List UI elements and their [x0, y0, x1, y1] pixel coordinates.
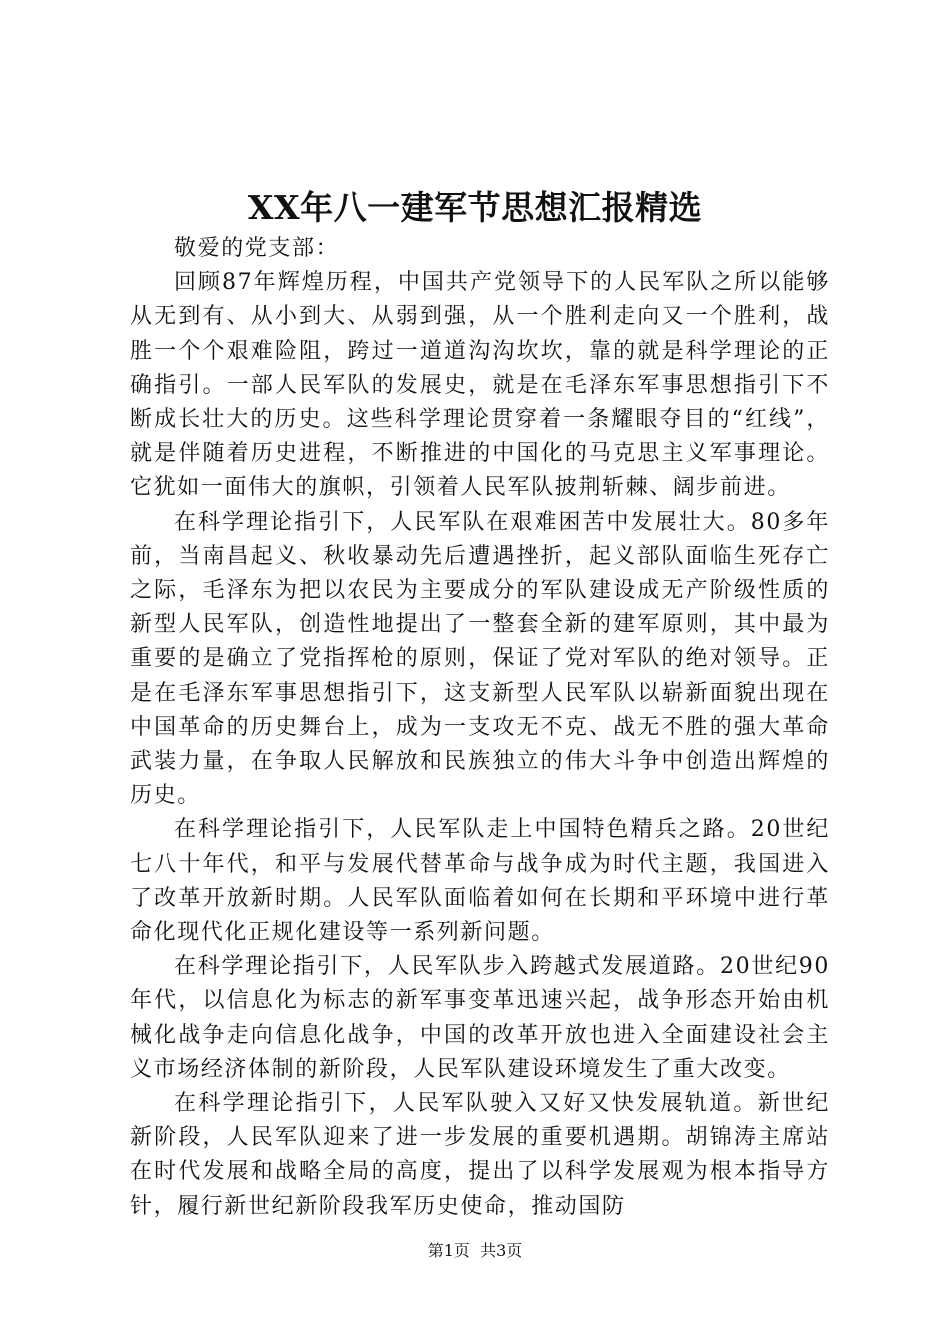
paragraph-1: 回顾87年辉煌历程，中国共产党领导下的人民军队之所以能够从无到有、从小到大、从弱到强，从一个胜利走向又一个胜利，战胜一个个艰难险阻，跨过一道道沟沟坎坎，靠的就是科学理论的正确指引。一部人民军队的发展史，就是在毛泽东军事思想指引下不断成长壮大的历史。这些科学理论贯穿着一条耀眼夺目的“红线”，就是伴随着历史进程，不断推进的中国化的马克思主义军事理论。它犹如一面伟大的旗帜，引领着人民军队披荆斩棘、阔步前进。 [130, 270, 830, 501]
page-number-footer: 第1页 共3页 [427, 1241, 523, 1260]
paragraph-3: 在科学理论指引下，人民军队走上中国特色精兵之路。20世纪七八十年代，和平与发展代替革命与战争成为时代主题，我国进入了改革开放新时期。人民军队面临着如何在长期和平环境中进行革命化现代化正规化建设等一系列新问题。 [130, 817, 830, 946]
paragraph-5: 在科学理论指引下，人民军队驶入又好又快发展轨道。新世纪新阶段，人民军队迎来了进一步发展的重要机遇期。胡锦涛主席站在时代发展和战略全局的高度，提出了以科学发展观为根本指导方针，履行新世纪新阶段我军历史使命，推动国防 [130, 1091, 830, 1219]
salutation: 敬爱的党支部： [174, 236, 340, 261]
document-title: XX年八一建军节思想汇报精选 [247, 188, 703, 227]
document-body [130, 232, 830, 1224]
paragraph-4: 在科学理论指引下，人民军队步入跨越式发展道路。20世纪90年代，以信息化为标志的新军事变革迅速兴起，战争形态开始由机械化战争走向信息化战争，中国的改革开放也进入全面建设社会主义市场经济体制的新阶段，人民军队建设环境发生了重大改变。 [130, 954, 830, 1082]
paragraph-2: 在科学理论指引下，人民军队在艰难困苦中发展壮大。80多年前，当南昌起义、秋收暴动先后遭遇挫折，起义部队面临生死存亡之际，毛泽东为把以农民为主要成分的军队建设成无产阶级性质的新型人民军队，创造性地提出了一整套全新的建军原则，其中最为重要的是确立了党指挥枪的原则，保证了党对军队的绝对领导。正是在毛泽东军事思想指引下，这支新型人民军队以崭新面貌出现在中国革命的历史舞台上，成为一支攻无不克、战无不胜的强大革命武装力量，在争取人民解放和民族独立的伟大斗争中创造出辉煌的历史。 [130, 509, 830, 809]
